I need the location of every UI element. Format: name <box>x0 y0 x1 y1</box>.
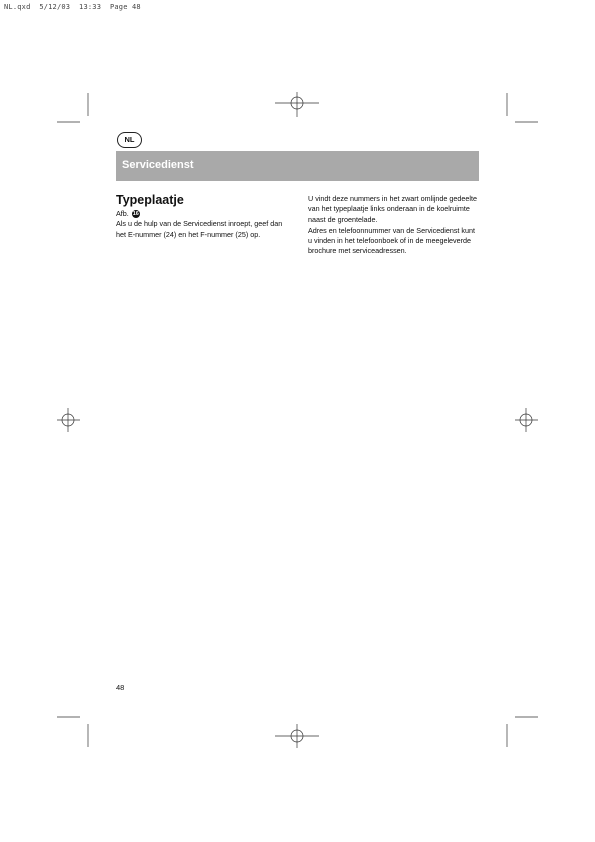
section-header-bar <box>116 151 479 181</box>
right-paragraph-2: Adres en telefoonnummer van de Servicedienst kunt u vinden in het telefoonboek of in de meegeleverde brochure met serviceadressen. <box>308 225 476 256</box>
section-title: Typeplaatje <box>116 193 184 207</box>
page-number: 48 <box>116 683 125 692</box>
right-column <box>308 194 480 257</box>
figure-label: Afb. <box>116 209 129 218</box>
registration-mark-bottom <box>275 724 319 748</box>
language-badge: NL <box>117 132 142 148</box>
registration-mark-left <box>57 408 80 432</box>
section-header-title: Servicedienst <box>122 159 194 171</box>
file-slug: NL.qxd 5/12/03 13:33 Page 48 <box>4 3 141 11</box>
left-paragraph: Als u de hulp van de Servicedienst inroept, geef dan het E-nummer (24) en het F-nummer (25) op. <box>116 219 283 239</box>
figure-reference <box>116 209 288 219</box>
registration-mark-right <box>515 408 538 432</box>
left-column <box>116 192 288 240</box>
right-paragraph-1: U vindt deze nummers in het zwart omlijnde gedeelte van het typeplaatje links onderaan in de koelruimte naast de groentelade. <box>308 194 477 224</box>
registration-mark-top <box>275 92 319 117</box>
figure-number-badge: 16 <box>132 211 139 218</box>
